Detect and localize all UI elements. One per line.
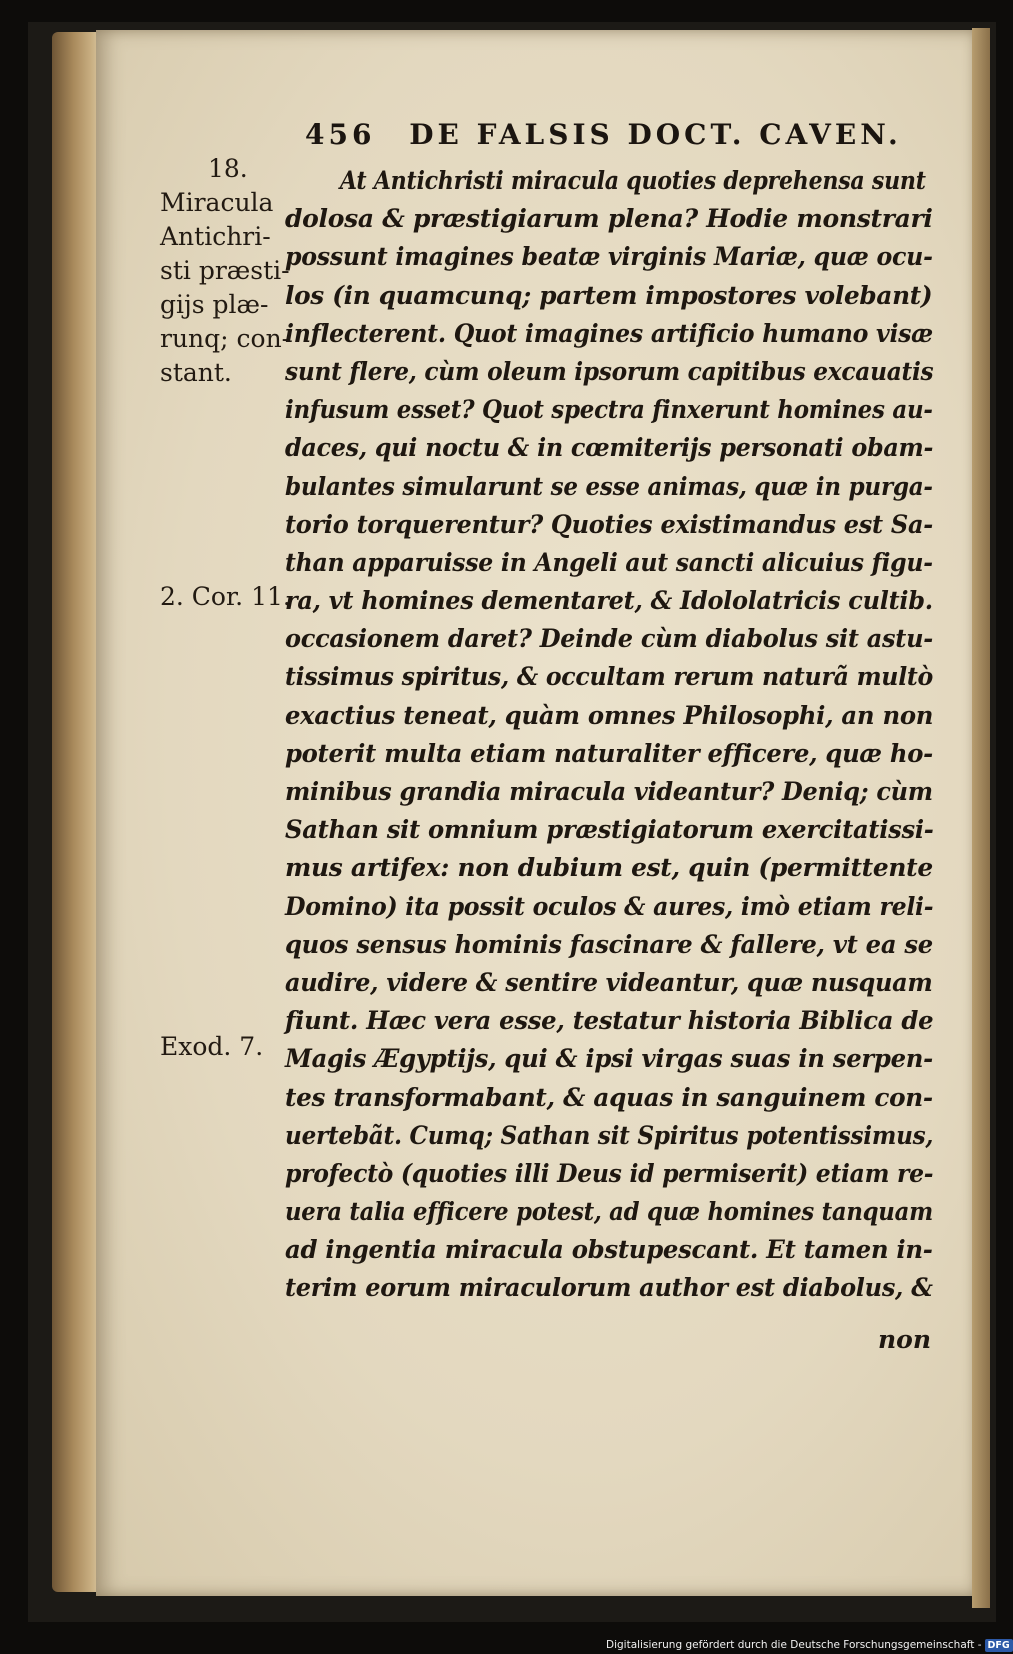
text-line: uertebãt. Cumq; Sathan sit Spiritus potentissimus, <box>285 1120 934 1150</box>
margin-note-exodus <box>160 1030 263 1064</box>
text-line: terim eorum miraculorum author est diabolus, & <box>285 1273 933 1303</box>
dfg-logo: DFG <box>985 1639 1013 1652</box>
margin-note-corinthians <box>160 580 291 614</box>
text-line: quos sensus hominis fascinare & fallere, vt ea se <box>285 929 933 959</box>
text-line: ad ingentia miracula obstupescant. Et tamen in- <box>285 1235 933 1265</box>
catchword: non <box>878 1325 932 1354</box>
body-text <box>285 162 935 1308</box>
page-edge-right <box>972 28 990 1608</box>
text-line: At Antichristi miracula quoties deprehensa sunt <box>339 166 926 195</box>
text-line: exactius teneat, quàm omnes Philosophi, an non <box>285 700 934 730</box>
text-line: Magis Ægyptijs, qui & ipsi virgas suas in serpen- <box>285 1044 933 1074</box>
text-line: los (in quamcunq; partem impostores volebant) <box>285 280 933 310</box>
text-line: dolosa & præstigiarum plena? Hodie monstrari <box>285 204 933 234</box>
text-line: Sathan sit omnium præstigiatorum exercitatissi- <box>285 815 934 845</box>
credit-text: Digitalisierung gefördert durch die Deutsche Forschungsgemeinschaft - <box>606 1639 982 1651</box>
margin-note-line: Antichri- <box>160 222 271 251</box>
margin-note-line: 18. <box>208 154 248 183</box>
text-line: torio torquerentur? Quoties existimandus est Sa- <box>285 509 933 539</box>
text-line: daces, qui noctu & in cœmiterijs personati obam- <box>285 433 934 463</box>
text-line: profectò (quoties illi Deus id permiserit) etiam re- <box>285 1158 934 1188</box>
margin-note-line: runq; con- <box>160 324 291 353</box>
text-line: tissimus spiritus, & occultam rerum naturã multò <box>285 662 933 692</box>
text-line: audire, videre & sentire videantur, quæ nusquam <box>285 967 933 997</box>
text-line: possunt imagines beatæ virginis Mariæ, quæ ocu- <box>285 242 933 272</box>
text-line: infusum esset? Quot spectra finxerunt homines au- <box>285 395 933 425</box>
text-line: Domino) ita possit oculos & aures, imò etiam reli- <box>285 891 934 921</box>
margin-note-line: gijs plæ- <box>160 290 269 319</box>
text-line: inflecterent. Quot imagines artificio humano visæ <box>285 318 933 348</box>
text-line: bulantes simularunt se esse animas, quæ in purga- <box>285 471 933 501</box>
margin-note-miracula <box>160 152 290 390</box>
text-line: tes transformabant, & aquas in sanguinem con- <box>285 1082 933 1112</box>
text-line: fiunt. Hæc vera esse, testatur historia Biblica de <box>285 1006 934 1036</box>
text-line: occasionem daret? Deinde cùm diabolus sit astu- <box>285 624 933 654</box>
text-line: than apparuisse in Angeli aut sancti alicuius figu- <box>285 547 933 577</box>
page-edge-left <box>52 32 100 1592</box>
margin-note-line: stant. <box>160 358 232 387</box>
text-line: uera talia efficere potest, ad quæ homines tanquam <box>285 1197 933 1227</box>
text-line: ra, vt homines dementaret, & Idololatricis cultib. <box>285 586 933 616</box>
margin-note-line: Exod. 7. <box>160 1032 264 1061</box>
text-line: minibus grandia miracula videantur? Deniq; cùm <box>285 777 933 806</box>
running-header <box>305 118 905 158</box>
margin-note-line: Miracula <box>160 188 274 217</box>
text-line: sunt flere, cùm oleum ipsorum capitibus excauatis <box>285 356 934 386</box>
digitization-credit <box>606 1637 1013 1654</box>
running-title: DE FALSIS DOCT. CAVEN. <box>409 118 902 151</box>
text-line: mus artifex: non dubium est, quin (permittente <box>285 853 933 883</box>
text-line: poterit multa etiam naturaliter efficere, quæ ho- <box>285 738 933 768</box>
page-number: 456 <box>305 118 376 151</box>
margin-note-line: 2. Cor. 11. <box>160 582 291 611</box>
margin-note-line: sti præsti- <box>160 256 290 285</box>
